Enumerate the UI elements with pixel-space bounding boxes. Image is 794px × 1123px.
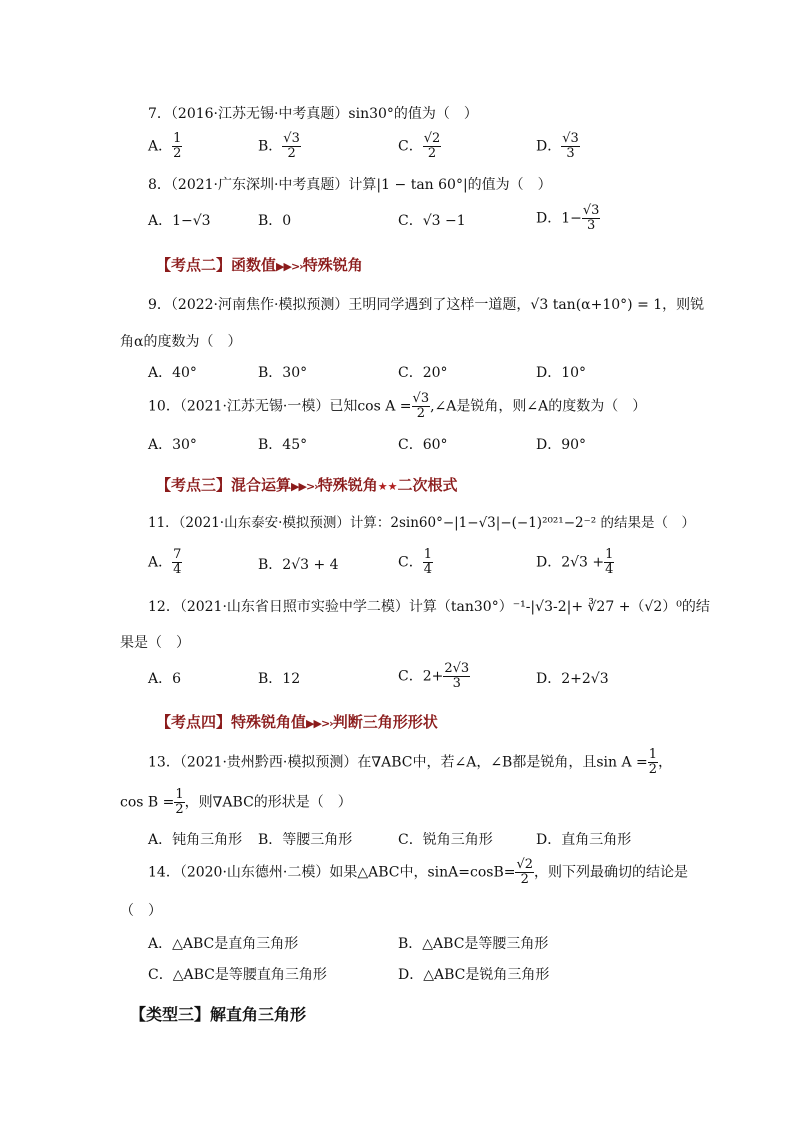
- q7-option-c: C． $\frac{√2}{2}$: [398, 131, 441, 161]
- fraction: $\frac{√3}{3}$: [582, 203, 600, 233]
- fraction: $\frac{1}{4}$: [423, 547, 432, 577]
- q12-option-a: A．6: [148, 671, 182, 687]
- q9-option-a: A．40°: [148, 365, 197, 381]
- q10-stem: 10．（2021·江苏无锡·一模）已知cos A = $\frac{√3}{2}$ ,∠A是锐角，则∠A的度数为（ ）: [148, 391, 647, 421]
- q7-stem: 7．（2016·江苏无锡·中考真题）sin30°的值为（ ）: [148, 106, 478, 122]
- q13-stem: 13．（2021·贵州黔西·模拟预测）在∇ABC中，若∠A，∠B都是锐角，且sin A = $\frac{1}{2}$ ，: [148, 747, 673, 777]
- q7-option-a: A． $\frac{1}{2}$: [148, 131, 182, 161]
- section-heading-4: 【考点四】特殊锐角值▶▶>›判断三角形形状: [156, 713, 438, 731]
- q11-option-b: B．2√3 + 4: [258, 557, 339, 573]
- fraction: $\frac{2√3}{3}$: [444, 661, 470, 691]
- q9-option-d: D．10°: [536, 365, 587, 381]
- type-three-title: 【类型三】解直角三角形: [130, 1005, 307, 1024]
- q8-stem: 8．（2021·广东深圳·中考真题）计算|1 − tan 60°|的值为（ ）: [148, 177, 552, 193]
- fraction: $\frac{1}{2}$: [173, 131, 182, 161]
- fraction: $\frac{√3}{3}$: [562, 131, 579, 161]
- q14-option-a: A．△ABC是直角三角形: [148, 936, 299, 952]
- q11-stem: 11．（2021·山东泰安·模拟预测）计算：2sin60°−|1−√3|−(−1)²⁰²¹−2⁻² 的结果是（ ）: [148, 515, 695, 531]
- q12-option-b: B．12: [258, 671, 301, 687]
- fraction: $\frac{√3}{2}$: [283, 131, 300, 161]
- q13-option-a: A．钝角三角形: [148, 832, 243, 848]
- arrows-icon: ▶▶>›: [276, 260, 303, 273]
- q8-option-a: A．1−√3: [148, 213, 211, 229]
- q10-option-c: C．60°: [398, 437, 448, 453]
- q8-option-d: D．1− $\frac{√3}{3}$: [536, 203, 600, 233]
- arrows-icon: ▶▶>›: [291, 480, 318, 493]
- q14-option-b: B．△ABC是等腰三角形: [398, 936, 549, 952]
- q8-option-b: B．0: [258, 213, 292, 229]
- q8-option-c: C．√3 −1: [398, 213, 466, 229]
- q14-stem-cont: （ ）: [120, 903, 162, 919]
- q14-option-c: C．△ABC是等腰直角三角形: [148, 967, 327, 983]
- q10-option-b: B．45°: [258, 437, 308, 453]
- q13-option-d: D．直角三角形: [536, 832, 632, 848]
- fraction: $\frac{1}{2}$: [175, 787, 184, 817]
- q13-option-b: B．等腰三角形: [258, 832, 353, 848]
- section-heading-2: 【考点二】函数值▶▶>›特殊锐角: [156, 256, 363, 274]
- q12-option-c: C．2+ $\frac{2√3}{3}$: [398, 661, 470, 691]
- q10-option-a: A．30°: [148, 437, 197, 453]
- q13-stem-cont: cos B = $\frac{1}{2}$ ，则∇ABC的形状是（ ）: [120, 787, 352, 817]
- q9-option-b: B．30°: [258, 365, 308, 381]
- fraction: $\frac{√2}{2}$: [516, 857, 534, 887]
- q9-option-c: C．20°: [398, 365, 448, 381]
- q12-option-d: D．2+2√3: [536, 671, 609, 687]
- q11-option-a: A． $\frac{7}{4}$: [148, 547, 182, 577]
- q14-option-d: D．△ABC是锐角三角形: [398, 967, 550, 983]
- q14-stem: 14．（2020·山东德州·二模）如果△ABC中，sinA=cosB= $\frac{√2}{2}$ ，则下列最确切的结论是: [148, 857, 689, 887]
- fraction: $\frac{√3}{2}$: [412, 391, 430, 421]
- q7-option-d: D． $\frac{√3}{3}$: [536, 131, 579, 161]
- q11-option-c: C． $\frac{1}{4}$: [398, 547, 432, 577]
- fraction: $\frac{1}{4}$: [605, 547, 614, 577]
- fraction: $\frac{√2}{2}$: [423, 131, 441, 161]
- q11-option-d: D．2√3 + $\frac{1}{4}$: [536, 547, 614, 577]
- arrows-icon: ▶▶>›: [306, 717, 333, 730]
- q10-option-d: D．90°: [536, 437, 587, 453]
- q12-stem-cont: 果是（ ）: [120, 635, 190, 651]
- fraction: $\frac{7}{4}$: [173, 547, 182, 577]
- q7-option-b: B． $\frac{√3}{2}$: [258, 131, 300, 161]
- q9-stem: 9．（2022·河南焦作·模拟预测）王明同学遇到了这样一道题，√3 tan(α+10°) = 1，则锐: [148, 297, 705, 313]
- stars-icon: ★★: [377, 480, 398, 493]
- q12-stem: 12．（2021·山东省日照市实验中学二模）计算（tan30°）⁻¹-|√3-2|+ ∛27 +（√2）⁰的结: [148, 599, 710, 615]
- section-heading-3: 【考点三】混合运算▶▶>›特殊锐角★★二次根式: [156, 476, 458, 494]
- q9-stem-cont: 角α的度数为（ ）: [120, 334, 242, 350]
- q13-option-c: C．锐角三角形: [398, 832, 493, 848]
- fraction: $\frac{1}{2}$: [648, 747, 658, 777]
